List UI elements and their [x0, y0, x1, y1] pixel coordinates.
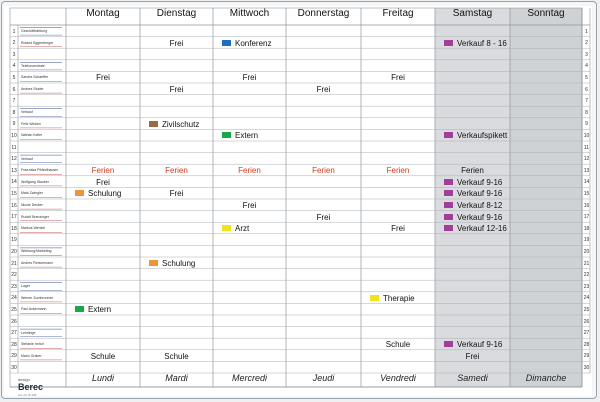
schedule-entry: Frei [316, 85, 331, 94]
schedule-entry: Therapie [383, 293, 415, 303]
row-number-right: 17 [583, 214, 590, 221]
schedule-entry: Konferenz [235, 38, 272, 48]
schedule-entry: Arzt [235, 224, 250, 234]
schedule-entry: Verkauf 9-16 [457, 177, 503, 187]
schedule-entry: Schulung [88, 189, 122, 199]
row-number-left: 15 [11, 190, 17, 197]
row-number-right: 1 [585, 28, 588, 35]
schedule-entry: Verkauf 9-16 [457, 340, 503, 350]
day-header-5: Freitag [382, 8, 414, 19]
employee-name: Felix Wicken [21, 121, 41, 126]
row-number-right: 27 [583, 330, 590, 337]
color-magnet [444, 132, 453, 138]
schedule-entry: Frei [242, 201, 257, 210]
row-number-right: 30 [583, 364, 590, 371]
schedule-entry: Schule [164, 351, 189, 361]
schedule-entry: Ferien [238, 166, 261, 176]
row-number-left: 24 [11, 295, 17, 302]
row-number-right: 24 [583, 295, 590, 302]
color-magnet [444, 214, 453, 220]
schedule-entry: Verkauf 9-16 [457, 212, 503, 222]
row-number-left: 14 [11, 179, 17, 186]
brand-logo [18, 377, 43, 392]
color-magnet [149, 260, 158, 266]
employee-name: Mark Zwingler [21, 191, 43, 196]
day-footer-7: Dimanche [525, 373, 567, 383]
schedule-entry: Verkauf 9-16 [457, 189, 503, 199]
row-number-right: 19 [583, 237, 590, 244]
row-number-left: 29 [11, 353, 17, 360]
row-number-right: 28 [583, 341, 590, 348]
employee-name: Paul Ackermann [21, 307, 47, 312]
schedule-entry: Zivilschutz [162, 119, 200, 129]
row-number-right: 5 [585, 74, 588, 81]
row-number-left: 17 [11, 214, 17, 221]
row-number-left: 13 [11, 167, 17, 174]
schedule-entry: Ferien [386, 166, 410, 176]
schedule-entry: Ferien [165, 166, 188, 176]
schedule-entry: Ferien [461, 166, 484, 176]
department-label: Lager [21, 284, 30, 289]
day-footer-3: Mercredi [231, 373, 267, 383]
schedule-entry: Frei [169, 85, 184, 94]
row-number-right: 26 [583, 318, 590, 325]
article-number: Art.-Nr. B-135 [18, 393, 37, 397]
color-magnet [444, 40, 453, 46]
schedule-entry: Schulung [162, 259, 196, 268]
row-number-left: 10 [11, 132, 17, 139]
employee-name: Sandra Schaeffer [21, 75, 49, 80]
employee-name: Rudolf Brenzinger [21, 214, 50, 219]
department-label: Geschäftsleitung [21, 29, 48, 33]
day-header-2: Dienstag [156, 8, 197, 19]
day-footer-5: Vendredi [380, 373, 416, 383]
day-header-1: Montag [86, 8, 120, 19]
schedule-entry: Frei [242, 73, 257, 83]
row-number-left: 23 [11, 283, 17, 290]
brand-name: Berec [18, 382, 44, 392]
color-magnet [222, 132, 231, 138]
row-number-left: 3 [12, 51, 16, 58]
row-number-right: 11 [583, 144, 590, 151]
schedule-entry: Ferien [312, 166, 335, 176]
schedule-entry: Ferien [91, 166, 115, 176]
employee-name: Stefanie Imhof [21, 342, 44, 347]
schedule-entry: Frei [96, 177, 110, 187]
day-header-7: Sonntag [527, 8, 565, 19]
row-number-right: 23 [583, 283, 590, 290]
row-number-right: 14 [583, 179, 590, 186]
row-number-right: 3 [585, 51, 588, 58]
row-number-right: 2 [585, 40, 588, 47]
row-number-right: 4 [585, 63, 588, 70]
color-magnet [444, 179, 453, 185]
department-label: Verkauf [21, 156, 33, 161]
schedule-entry: Verkauf 8-12 [457, 201, 503, 210]
day-header-4: Donnerstag [297, 8, 350, 19]
color-magnet [444, 190, 453, 196]
row-number-right: 18 [583, 225, 590, 232]
row-number-right: 16 [583, 202, 590, 209]
row-number-left: 1 [12, 28, 16, 35]
schedule-entry: Frei [316, 212, 331, 222]
color-magnet [149, 121, 158, 127]
row-number-left: 21 [11, 260, 17, 267]
row-number-right: 13 [583, 167, 590, 174]
row-number-left: 8 [12, 109, 16, 116]
employee-name: Wolfgang Stauber [21, 179, 49, 184]
day-footer-4: Jeudi [312, 373, 335, 383]
day-footer-6: Samedi [457, 373, 488, 383]
employee-name: Andrea Studer [21, 87, 44, 91]
color-magnet [222, 225, 231, 231]
row-number-left: 28 [11, 341, 17, 348]
employee-name: Nicole Decker [21, 203, 43, 207]
row-number-right: 20 [583, 248, 590, 255]
schedule-entry: Verkauf 12-16 [457, 224, 507, 234]
row-number-left: 26 [11, 318, 17, 325]
row-number-left: 12 [11, 156, 17, 163]
department-label: Werbung/Marketing [21, 249, 52, 254]
row-number-left: 6 [12, 86, 16, 93]
day-header-6: Samstag [452, 8, 493, 19]
row-number-right: 9 [585, 121, 588, 128]
row-number-left: 30 [11, 364, 17, 371]
schedule-entry: Frei [391, 224, 405, 234]
row-number-left: 7 [12, 98, 16, 105]
color-magnet [222, 40, 231, 46]
row-number-left: 27 [11, 330, 17, 337]
row-number-left: 20 [11, 248, 17, 255]
schedule-entry: Verkauf 8 - 16 [457, 38, 507, 48]
schedule-entry: Extern [88, 305, 112, 315]
department-label: Lehrlinge [21, 330, 36, 335]
row-number-right: 6 [585, 86, 588, 93]
row-number-left: 16 [11, 202, 17, 209]
schedule-entry: Frei [169, 189, 184, 199]
color-magnet [75, 306, 84, 312]
schedule-entry: Frei [465, 351, 480, 361]
row-number-left: 5 [12, 74, 16, 81]
schedule-entry: Frei [96, 73, 110, 83]
color-magnet [75, 190, 84, 196]
employee-name: Markus Wenkel [21, 226, 46, 231]
row-number-right: 15 [583, 190, 590, 197]
row-number-right: 22 [583, 272, 590, 279]
row-number-right: 25 [583, 306, 590, 313]
row-number-right: 7 [585, 98, 588, 105]
sunday-shade [510, 8, 582, 387]
employee-name: Werner Zumbrunnen [21, 295, 54, 300]
employee-name: Franziska Pfrändhauser [21, 168, 59, 173]
row-number-left: 19 [11, 237, 17, 244]
row-number-left: 2 [12, 40, 16, 47]
color-magnet [370, 295, 379, 301]
schedule-entry: Frei [391, 73, 405, 83]
schedule-entry: Frei [169, 38, 184, 48]
employee-name: Roland Eggenberger [21, 40, 54, 45]
row-number-right: 12 [583, 156, 590, 163]
schedule-entry: Schule [385, 340, 411, 350]
row-number-left: 11 [11, 144, 17, 151]
row-number-left: 22 [11, 272, 17, 279]
department-label: Telefonzentrale [21, 63, 45, 68]
brand-sub: design [18, 377, 30, 382]
schedule-entry: Extern [235, 131, 259, 141]
row-number-right: 10 [583, 132, 590, 139]
day-header-3: Mittwoch [229, 8, 270, 19]
employee-name: Nathan Keller [21, 133, 43, 138]
schedule-entry: Verkaufspikett [457, 131, 508, 141]
row-number-left: 4 [12, 63, 16, 70]
color-magnet [444, 341, 453, 347]
row-number-left: 18 [11, 225, 17, 232]
row-number-right: 8 [585, 109, 588, 116]
employee-name: Andres Fleischmann [21, 261, 53, 265]
row-number-right: 29 [583, 353, 590, 360]
row-number-left: 25 [11, 306, 17, 313]
color-magnet [444, 225, 453, 231]
row-number-right: 21 [583, 260, 590, 267]
day-footer-2: Mardi [165, 373, 188, 383]
department-label: Verkauf [21, 110, 33, 115]
row-number-left: 9 [12, 121, 16, 128]
employee-name: Mario Graber [21, 353, 42, 358]
color-magnet [444, 202, 453, 208]
schedule-entry: Schule [90, 351, 116, 361]
day-footer-1: Lundi [91, 373, 115, 383]
